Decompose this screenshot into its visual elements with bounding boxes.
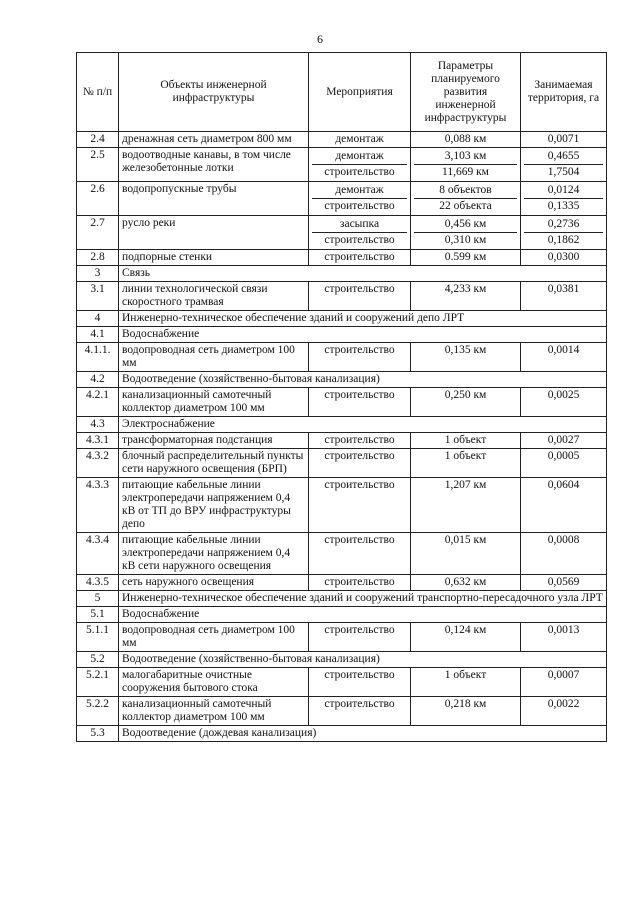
area-value: 0,2736 — [524, 217, 603, 233]
table-row — [77, 591, 607, 607]
action: строительство — [309, 668, 411, 697]
row-number: 4.1.1. — [77, 343, 119, 372]
table-row — [77, 417, 607, 433]
table-row — [77, 250, 607, 266]
row-number: 4.3 — [77, 417, 119, 433]
area: 0,0013 — [521, 623, 607, 652]
action: демонтаж — [309, 132, 411, 148]
area-value: 0,0124 — [524, 183, 603, 199]
action-value: строительство — [324, 166, 395, 178]
area-value: 0,1862 — [547, 234, 580, 246]
row-number: 4.3.2 — [77, 449, 119, 478]
header-action: Мероприятия — [309, 53, 411, 132]
object-name: дренажная сеть диаметром 800 мм — [119, 132, 309, 148]
parameter: 0,632 км — [411, 575, 521, 591]
parameter: 1 объект — [411, 668, 521, 697]
action-stack — [312, 149, 407, 180]
object-name: водоотводные канавы, в том числе железобетонные лотки — [119, 148, 309, 182]
infrastructure-table — [76, 52, 607, 742]
section-title: Связь — [119, 266, 607, 282]
row-number: 2.5 — [77, 148, 119, 182]
action: строительство — [309, 575, 411, 591]
table-row — [77, 372, 607, 388]
row-number: 3 — [77, 266, 119, 282]
area — [521, 148, 607, 182]
object-name: питающие кабельные линии электропередачи напряжением 0,4 кВ от ТП до ВРУ инфраструктуры депо — [119, 478, 309, 533]
section-title: Водоотведение (дождевая канализация) — [119, 726, 607, 742]
section-title: Водоснабжение — [119, 327, 607, 343]
table-row — [77, 216, 607, 250]
table-row — [77, 311, 607, 327]
parameter: 1,207 км — [411, 478, 521, 533]
area: 0,0381 — [521, 282, 607, 311]
row-number: 4.3.4 — [77, 533, 119, 575]
action: строительство — [309, 449, 411, 478]
header-area: Занимаемая территория, га — [521, 53, 607, 132]
action-stack — [312, 183, 407, 214]
row-number: 5.2.2 — [77, 697, 119, 726]
area: 0,0005 — [521, 449, 607, 478]
parameter: 0,135 км — [411, 343, 521, 372]
section-title: Инженерно-техническое обеспечение зданий и сооружений депо ЛРТ — [119, 311, 607, 327]
area — [521, 182, 607, 216]
object-name: сеть наружного освещения — [119, 575, 309, 591]
object-name: питающие кабельные линии электропередачи напряжением 0,4 кВ сети наружного освещения — [119, 533, 309, 575]
table-header-row — [77, 53, 607, 132]
area: 0,0022 — [521, 697, 607, 726]
row-number: 5.2 — [77, 652, 119, 668]
parameter: 0,015 км — [411, 533, 521, 575]
table-row — [77, 343, 607, 372]
table-row — [77, 132, 607, 148]
row-number: 4 — [77, 311, 119, 327]
object-name: водопроводная сеть диаметром 100 мм — [119, 623, 309, 652]
area-stack — [524, 217, 603, 248]
parameter: 4,233 км — [411, 282, 521, 311]
parameter: 0,218 км — [411, 697, 521, 726]
object-name: линии технологической связи скоростного трамвая — [119, 282, 309, 311]
parameter-stack — [414, 183, 517, 214]
row-number: 4.2.1 — [77, 388, 119, 417]
action: строительство — [309, 433, 411, 449]
table-row — [77, 726, 607, 742]
object-name: малогабаритные очистные сооружения бытового стока — [119, 668, 309, 697]
section-title: Инженерно-техническое обеспечение зданий и сооружений транспортно-пересадочного узла ЛРТ — [119, 591, 607, 607]
object-name: подпорные стенки — [119, 250, 309, 266]
area: 0,0027 — [521, 433, 607, 449]
row-number: 4.3.3 — [77, 478, 119, 533]
table-row — [77, 266, 607, 282]
object-name: водопроводная сеть диаметром 100 мм — [119, 343, 309, 372]
table-row — [77, 607, 607, 623]
parameter-value: 11,669 км — [442, 166, 489, 178]
parameter-value: 0,456 км — [414, 217, 517, 233]
area: 0,0300 — [521, 250, 607, 266]
parameter: 0,124 км — [411, 623, 521, 652]
row-number: 2.4 — [77, 132, 119, 148]
parameter — [411, 182, 521, 216]
object-name: трансформаторная подстанция — [119, 433, 309, 449]
area-stack — [524, 149, 603, 180]
table-row — [77, 623, 607, 652]
row-number: 4.3.5 — [77, 575, 119, 591]
row-number: 5 — [77, 591, 119, 607]
area-stack — [524, 183, 603, 214]
area-value: 0,1335 — [547, 200, 580, 212]
action-value: демонтаж — [312, 183, 407, 199]
object-name: канализационный самотечный коллектор диаметром 100 мм — [119, 388, 309, 417]
row-number: 2.6 — [77, 182, 119, 216]
row-number: 2.8 — [77, 250, 119, 266]
parameter — [411, 216, 521, 250]
object-name: блочный распределительный пункты сети наружного освещения (БРП) — [119, 449, 309, 478]
table-row — [77, 449, 607, 478]
parameter-value: 8 объектов — [414, 183, 517, 199]
action-value: строительство — [324, 234, 395, 246]
table-row — [77, 575, 607, 591]
table-row — [77, 148, 607, 182]
action — [309, 182, 411, 216]
action-value: строительство — [324, 200, 395, 212]
action: строительство — [309, 623, 411, 652]
action: строительство — [309, 478, 411, 533]
table-row — [77, 327, 607, 343]
action — [309, 148, 411, 182]
area: 0,0008 — [521, 533, 607, 575]
parameter-value: 0,310 км — [444, 234, 487, 246]
header-num: № п/п — [77, 53, 119, 132]
table-row — [77, 478, 607, 533]
action: строительство — [309, 697, 411, 726]
section-title: Водоотведение (хозяйственно-бытовая канализация) — [119, 372, 607, 388]
action: строительство — [309, 282, 411, 311]
row-number: 5.1.1 — [77, 623, 119, 652]
area-value: 1,7504 — [547, 166, 580, 178]
row-number: 5.3 — [77, 726, 119, 742]
object-name: водопропускные трубы — [119, 182, 309, 216]
table-row — [77, 652, 607, 668]
action: строительство — [309, 533, 411, 575]
parameter: 0,088 км — [411, 132, 521, 148]
area — [521, 216, 607, 250]
table-row — [77, 388, 607, 417]
action: строительство — [309, 343, 411, 372]
parameter: 0,250 км — [411, 388, 521, 417]
table-row — [77, 697, 607, 726]
section-title: Водоотведение (хозяйственно-бытовая канализация) — [119, 652, 607, 668]
table-row — [77, 533, 607, 575]
parameter: 1 объект — [411, 449, 521, 478]
area-value: 0,4655 — [524, 149, 603, 165]
row-number: 3.1 — [77, 282, 119, 311]
row-number: 4.3.1 — [77, 433, 119, 449]
parameter-value: 22 объекта — [439, 200, 492, 212]
area: 0,0604 — [521, 478, 607, 533]
page-number: 6 — [317, 32, 323, 46]
area: 0,0569 — [521, 575, 607, 591]
parameter: 0.599 км — [411, 250, 521, 266]
area: 0,0025 — [521, 388, 607, 417]
object-name: канализационный самотечный коллектор диаметром 100 мм — [119, 697, 309, 726]
action-stack — [312, 217, 407, 248]
parameter-stack — [414, 217, 517, 248]
parameter: 1 объект — [411, 433, 521, 449]
row-number: 4.1 — [77, 327, 119, 343]
parameter-stack — [414, 149, 517, 180]
header-parameters: Параметры планируемого развития инженерной инфраструктуры — [411, 53, 521, 132]
action-value: демонтаж — [312, 149, 407, 165]
row-number: 2.7 — [77, 216, 119, 250]
action: строительство — [309, 388, 411, 417]
table-row — [77, 668, 607, 697]
area: 0,0014 — [521, 343, 607, 372]
table-row — [77, 282, 607, 311]
parameter — [411, 148, 521, 182]
area: 0,0071 — [521, 132, 607, 148]
action — [309, 216, 411, 250]
section-title: Водоснабжение — [119, 607, 607, 623]
section-title: Электроснабжение — [119, 417, 607, 433]
header-object: Объекты инженерной инфраструктуры — [119, 53, 309, 132]
row-number: 5.1 — [77, 607, 119, 623]
parameter-value: 3,103 км — [414, 149, 517, 165]
row-number: 5.2.1 — [77, 668, 119, 697]
object-name: русло реки — [119, 216, 309, 250]
action-value: засыпка — [312, 217, 407, 233]
table-body — [77, 132, 607, 742]
table-row — [77, 433, 607, 449]
area: 0,0007 — [521, 668, 607, 697]
table-row — [77, 182, 607, 216]
row-number: 4.2 — [77, 372, 119, 388]
action: строительство — [309, 250, 411, 266]
